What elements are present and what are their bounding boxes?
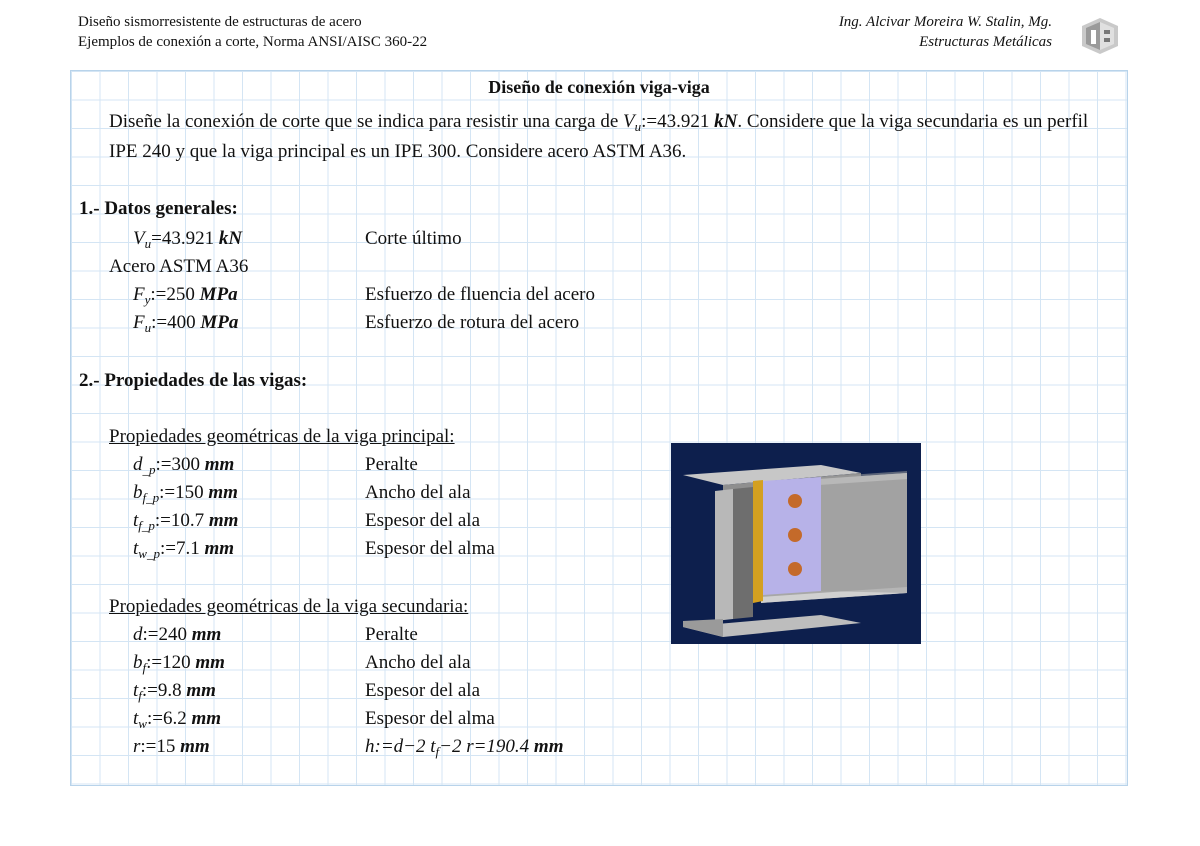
vu-description: Corte último — [365, 228, 462, 249]
fy-expression: $F_y:=250$ MPa — [133, 284, 238, 307]
tf-expression: $t_f:=9.8$ mm — [133, 680, 216, 703]
worksheet — [70, 70, 1128, 786]
principal-beam-label: Propiedades geométricas de la viga principal: — [109, 426, 455, 447]
document-subtitle: Ejemplos de conexión a corte, Norma ANSI/AISC 360-22 — [78, 34, 428, 50]
fu-description: Esfuerzo de rotura del acero — [365, 312, 580, 333]
steel-grade: Acero ASTM A36 — [109, 256, 249, 277]
d-expression: d:=240 mm — [133, 624, 222, 645]
twp-description: Espesor del alma — [365, 538, 495, 559]
r-expression: r:=15 mm — [133, 736, 210, 757]
tfp-expression: $t_{f\_p}:=10.7$ mm — [133, 510, 239, 533]
section-1-heading: 1.- Datos generales: — [79, 198, 238, 219]
header-right — [839, 12, 1052, 52]
bf-description: Ancho del ala — [365, 652, 471, 673]
d-description: Peralte — [365, 624, 418, 645]
h-formula: h:=d−2 $t_f-2$ r=190.4 mm — [365, 736, 564, 759]
vu-expression: $V_u=43.921$ kN — [133, 228, 243, 251]
bfp-description: Ancho del ala — [365, 482, 471, 503]
tw-expression: $t_w:=6.2$ mm — [133, 708, 222, 731]
secondary-beam-label: Propiedades geométricas de la viga secundaria: — [109, 596, 469, 617]
tw-description: Espesor del alma — [365, 708, 495, 729]
steel-beam-logo-icon — [1078, 16, 1122, 56]
fu-expression: $F_u:=400$ MPa — [133, 312, 239, 335]
page-header — [78, 12, 1122, 62]
twp-expression: $t_{w\_p}:=7.1$ mm — [133, 538, 235, 561]
problem-statement: Diseñe la conexión de corte que se indica para resistir una carga de $V_u:=43.921$ kN. Considere que la viga secundaria es un perfil IPE 240 y que la viga principal es un IPE 300. Considere acero ASTM A36. — [109, 111, 1089, 162]
section-2-heading: 2.- Propiedades de las vigas: — [79, 370, 308, 391]
page-title: Diseño de conexión viga-viga — [488, 77, 710, 97]
dp-expression: $d_{\_p}:=300$ mm — [133, 454, 235, 477]
dp-description: Peralte — [365, 454, 418, 475]
tf-description: Espesor del ala — [365, 680, 481, 701]
header-left — [78, 12, 427, 52]
course-title: Diseño sismorresistente de estructuras de acero — [78, 14, 362, 30]
bf-expression: $b_f:=120$ mm — [133, 652, 225, 675]
beam-connection-3d-image — [671, 443, 921, 644]
bfp-expression: $b_{f\_p}:=150$ mm — [133, 482, 238, 505]
fy-description: Esfuerzo de fluencia del acero — [365, 284, 595, 305]
author-name: Ing. Alcivar Moreira W. Stalin, Mg. — [838, 14, 1052, 30]
tfp-description: Espesor del ala — [365, 510, 481, 531]
subject-name: Estructuras Metálicas — [919, 34, 1052, 50]
